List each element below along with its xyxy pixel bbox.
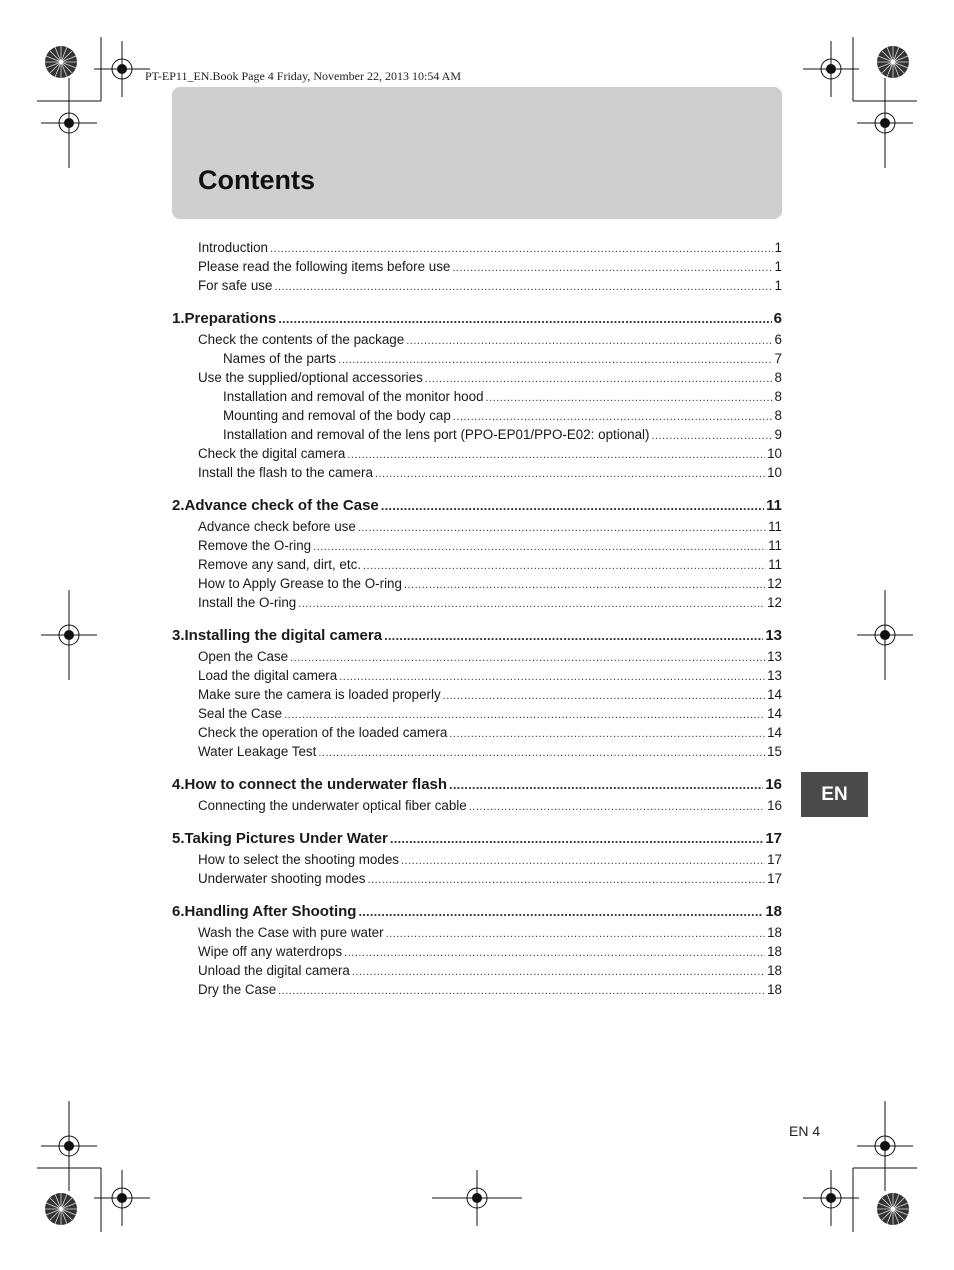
toc-section [172,495,782,612]
toc-entry-page: 11 [766,497,782,514]
toc-entry-page: 11 [768,538,782,553]
toc-entry-label: Connecting the underwater optical fiber cable [198,798,467,813]
toc-entry-label: Water Leakage Test [198,744,317,759]
registration-target-icon [857,78,913,168]
toc-entry[interactable] [172,942,782,961]
toc-entry[interactable] [172,647,782,666]
toc-entry-label: For safe use [198,278,273,293]
registration-target-icon [94,41,150,97]
toc-entry-page: 6 [774,332,782,347]
toc-entry-page: 1 [774,278,782,293]
dot-leader [338,351,772,368]
toc-section [172,901,782,999]
dot-leader [452,259,772,276]
toc-chapter-entry[interactable] [172,625,782,647]
toc-entry-page: 6 [773,310,782,327]
registration-target-icon [41,78,97,168]
dot-leader [406,332,772,349]
dot-leader [652,427,773,444]
dot-leader [486,389,773,406]
toc-entry[interactable] [172,923,782,942]
starburst-target-icon [44,1192,78,1226]
toc-entry[interactable] [172,723,782,742]
toc-entry-label: Check the digital camera [198,446,346,461]
toc-entry-page: 8 [774,370,782,385]
toc-entry-label: Remove the O-ring [198,538,312,553]
toc-entry[interactable] [172,704,782,723]
toc-entry-label: Make sure the camera is loaded properly [198,687,441,702]
toc-entry-label: Unload the digital camera [198,963,350,978]
toc-entry[interactable] [172,796,782,815]
toc-entry-page: 7 [774,351,782,366]
page-number: EN 4 [789,1123,821,1139]
toc-chapter-entry[interactable] [172,308,782,330]
toc-entry-page: 10 [767,446,782,461]
toc-entry-page: 11 [768,557,782,572]
toc-entry[interactable] [172,742,782,761]
starburst-target-icon [44,45,78,79]
dot-leader [363,557,766,574]
dot-leader [375,465,765,482]
dot-leader [278,308,771,330]
registration-target-icon [94,1170,150,1226]
toc-entry[interactable] [172,444,782,463]
toc-entry-label: Dry the Case [198,982,277,997]
dot-leader [318,744,765,761]
toc-entry-page: 15 [767,744,782,759]
toc-entry-label: Wash the Case with pure water [198,925,384,940]
toc-entry-page: 18 [765,903,782,920]
dot-leader [290,649,765,666]
toc-entry-label: Install the flash to the camera [198,465,373,480]
toc-entry[interactable] [172,406,782,425]
toc-entry-page: 12 [767,576,782,591]
starburst-target-icon [876,45,910,79]
dot-leader [298,595,765,612]
dot-leader [453,408,773,425]
toc-chapter-entry[interactable] [172,495,782,517]
toc-entry-label: 5.Taking Pictures Under Water [172,830,388,847]
dot-leader [339,668,765,685]
toc-entry[interactable] [172,238,782,257]
registration-target-icon [803,1170,859,1226]
registration-target-icon [41,1101,97,1191]
toc-entry-page: 14 [767,687,782,702]
dot-leader [270,240,773,257]
toc-entry-page: 18 [767,925,782,940]
toc-entry[interactable] [172,330,782,349]
table-of-contents [172,238,782,1012]
toc-entry-label: Use the supplied/optional accessories [198,370,423,385]
registration-target-icon [857,1101,913,1191]
toc-entry-page: 14 [767,706,782,721]
toc-entry-label: Names of the parts [223,351,337,366]
toc-entry-page: 17 [767,871,782,886]
toc-entry-label: Remove any sand, dirt, etc. [198,557,361,572]
toc-chapter-entry[interactable] [172,828,782,850]
toc-entry-label: 3.Installing the digital camera [172,627,383,644]
dot-leader [284,706,765,723]
toc-entry[interactable] [172,961,782,980]
toc-entry[interactable] [172,980,782,999]
toc-entry-page: 14 [767,725,782,740]
book-info-header: PT-EP11_EN.Book Page 4 Friday, November 22, 2013 10:54 AM [145,69,461,83]
contents-banner [172,87,782,219]
toc-entry-page: 9 [774,427,782,442]
dot-leader [381,495,764,517]
toc-entry-label: 4.How to connect the underwater flash [172,776,448,793]
toc-entry-page: 17 [767,852,782,867]
toc-entry-page: 16 [767,798,782,813]
toc-entry[interactable] [172,685,782,704]
dot-leader [449,725,765,742]
dot-leader [367,871,765,888]
starburst-target-icon [876,1192,910,1226]
toc-entry-page: 11 [768,519,782,534]
toc-entry-page: 18 [767,963,782,978]
dot-leader [358,519,766,536]
registration-target-icon [432,1170,522,1226]
registration-target-icon [41,590,97,680]
toc-entry-label: Please read the following items before use [198,259,451,274]
toc-entry-page: 1 [774,259,782,274]
dot-leader [352,963,765,980]
toc-section [172,828,782,888]
toc-entry[interactable] [172,387,782,406]
toc-entry[interactable] [172,850,782,869]
toc-entry-label: How to Apply Grease to the O-ring [198,576,402,591]
dot-leader [386,925,766,942]
toc-entry-label: 1.Preparations [172,310,277,327]
toc-entry-label: Check the operation of the loaded camera [198,725,448,740]
toc-entry-label: Check the contents of the package [198,332,405,347]
registration-target-icon [857,590,913,680]
toc-entry-label: Mounting and removal of the body cap [223,408,451,423]
dot-leader [390,828,763,850]
toc-entry[interactable] [172,574,782,593]
toc-entry-label: Seal the Case [198,706,283,721]
dot-leader [449,774,763,796]
page-title: Contents [198,165,315,195]
toc-entry-page: 17 [765,830,782,847]
toc-chapter-entry[interactable] [172,901,782,923]
toc-entry-page: 13 [765,627,782,644]
toc-entry-label: Advance check before use [198,519,356,534]
toc-entry-page: 16 [765,776,782,793]
dot-leader [358,901,763,923]
toc-entry[interactable] [172,463,782,482]
toc-entry-page: 18 [767,944,782,959]
toc-entry-label: Wipe off any waterdrops [198,944,343,959]
toc-entry-label: Install the O-ring [198,595,297,610]
toc-entry-page: 12 [767,595,782,610]
dot-leader [313,538,766,555]
dot-leader [469,798,765,815]
toc-section [172,625,782,761]
toc-entry-label: Installation and removal of the lens port (PPO-EP01/PPO-E02: optional) [223,427,650,442]
toc-entry[interactable] [172,555,782,574]
toc-section [172,774,782,815]
dot-leader [278,982,765,999]
toc-entry-label: Load the digital camera [198,668,338,683]
toc-entry-label: Introduction [198,240,268,255]
toc-entry-page: 8 [774,408,782,423]
toc-entry[interactable] [172,666,782,685]
dot-leader [274,278,772,295]
dot-leader [425,370,773,387]
toc-entry-label: Underwater shooting modes [198,871,366,886]
dot-leader [384,625,763,647]
toc-entry[interactable] [172,257,782,276]
toc-entry-page: 13 [767,668,782,683]
toc-section [172,308,782,482]
toc-entry[interactable] [172,349,782,368]
toc-entry[interactable] [172,425,782,444]
toc-entry-label: 6.Handling After Shooting [172,903,357,920]
toc-entry-label: Installation and removal of the monitor hood [223,389,484,404]
toc-entry[interactable] [172,368,782,387]
language-tab: EN [801,772,868,817]
toc-entry[interactable] [172,536,782,555]
dot-leader [347,446,765,463]
toc-entry[interactable] [172,517,782,536]
toc-entry-page: 1 [774,240,782,255]
toc-entry-page: 8 [774,389,782,404]
toc-section [172,238,782,295]
toc-entry-label: Open the Case [198,649,289,664]
dot-leader [344,944,765,961]
dot-leader [404,576,765,593]
toc-entry-page: 10 [767,465,782,480]
toc-entry-label: 2.Advance check of the Case [172,497,379,514]
toc-entry[interactable] [172,593,782,612]
dot-leader [401,852,765,869]
toc-entry[interactable] [172,869,782,888]
toc-entry-page: 18 [767,982,782,997]
dot-leader [443,687,765,704]
toc-chapter-entry[interactable] [172,774,782,796]
toc-entry-label: How to select the shooting modes [198,852,399,867]
toc-entry-page: 13 [767,649,782,664]
registration-target-icon [803,41,859,97]
toc-entry[interactable] [172,276,782,295]
